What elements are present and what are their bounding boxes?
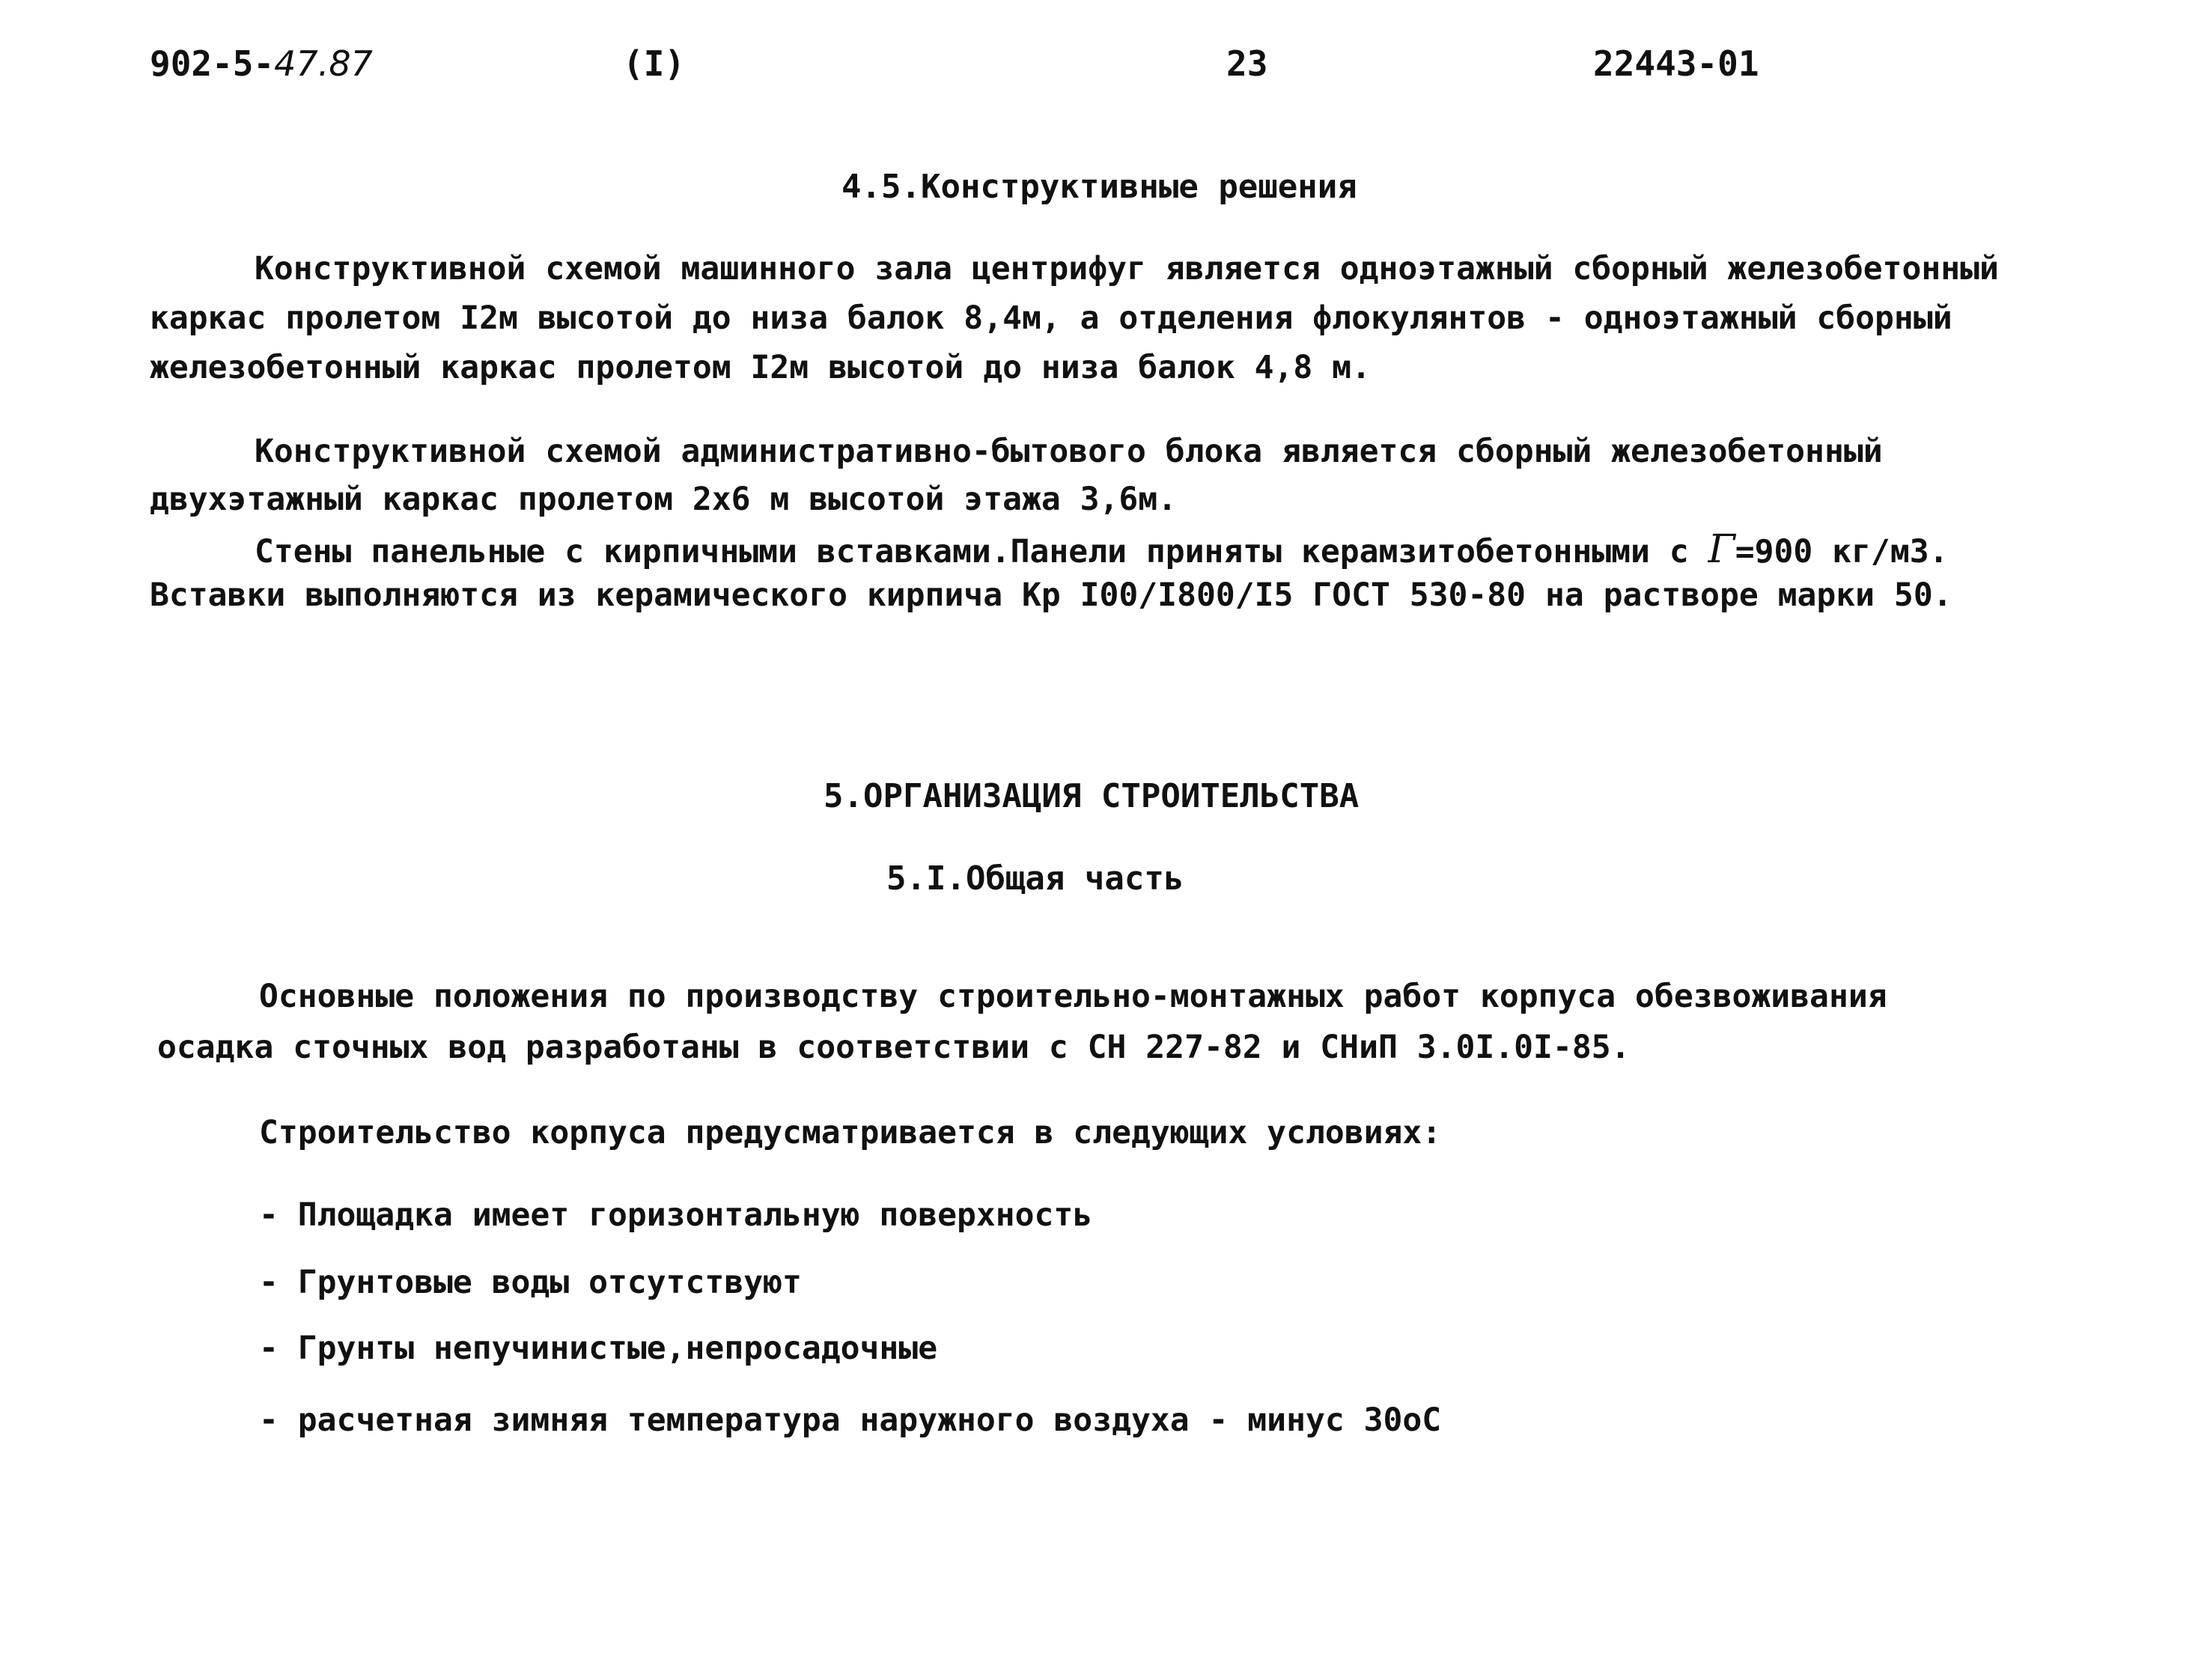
paragraph-line: двухэтажный каркас пролетом 2х6 м высотой этажа 3,6м. (150, 481, 1178, 518)
album-number: (I) (623, 43, 686, 84)
section-5-title: 5.ОРГАНИЗАЦИЯ СТРОИТЕЛЬСТВА (824, 777, 1360, 815)
paragraph-line: Основные положения по производству строительно-монтажных работ корпуса обезвоживания (259, 978, 1887, 1015)
paragraph-line: железобетонный каркас пролетом I2м высотой до низа балок 4,8 м. (150, 349, 1371, 386)
paragraph-line (255, 527, 1949, 572)
section-5-1-title: 5.I.Общая часть (886, 859, 1184, 898)
inventory-number: 22443-01 (1593, 43, 1759, 84)
paragraph-line: Конструктивной схемой административно-бытового блока является сборный железобетонный (255, 433, 1883, 470)
doc-code-prefix: 902-5- (150, 43, 275, 84)
walls-text: Стены панельные с кирпичными вставками.Панели приняты керамзитобетонными с (255, 533, 1689, 570)
doc-code-handwritten: 47.87 (274, 43, 373, 84)
doc-code (150, 43, 373, 84)
paragraph-line: каркас пролетом I2м высотой до низа балок 8,4м, а отделения флокулянтов - одноэтажный сборный (150, 299, 1952, 337)
density-value: =900 кг/м3. (1735, 533, 1949, 570)
list-item: - Грунты непучинистые,непросадочные (259, 1330, 938, 1367)
density-symbol: Γ (1708, 527, 1735, 572)
paragraph-line: Вставки выполняются из керамического кирпича Кр I00/I800/I5 ГОСТ 530-80 на растворе марки 50. (150, 576, 1952, 614)
list-item: - расчетная зимняя температура наружного воздуха - минус 30оС (259, 1401, 1442, 1439)
conditions-intro: Строительство корпуса предусматривается в следующих условиях: (259, 1114, 1442, 1151)
paragraph-line: Конструктивной схемой машинного зала центрифуг является одноэтажный сборный железобетонный (255, 250, 1999, 287)
list-item: - Площадка имеет горизонтальную поверхность (259, 1196, 1093, 1234)
list-item: - Грунтовые воды отсутствуют (259, 1264, 802, 1301)
paragraph-line: осадка сточных вод разработаны в соответствии с СН 227-82 и СНиП 3.0I.0I-85. (157, 1029, 1631, 1066)
page-number: 23 (1226, 43, 1268, 84)
section-4-5-title: 4.5.Конструктивные решения (841, 168, 1357, 206)
